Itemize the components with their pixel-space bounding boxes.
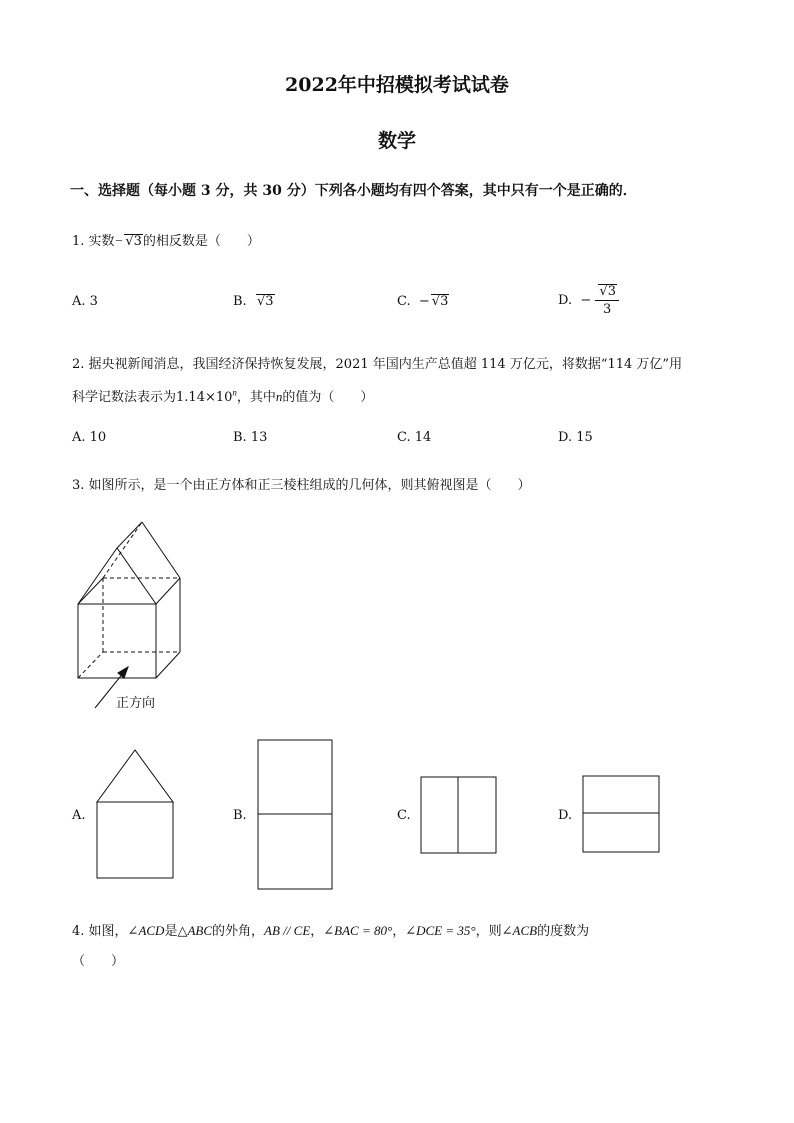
question-4-line-1 bbox=[72, 920, 589, 939]
q2-suffix: 的值为（ ） bbox=[282, 390, 374, 405]
q1-sign: − bbox=[114, 233, 124, 248]
q1-option-d-radicand: 3 bbox=[607, 284, 616, 299]
question-3: 3. 如图所示，是一个由正方体和正三棱柱组成的几何体，则其俯视图是（ ） bbox=[72, 478, 531, 493]
q1-option-b-radical: √3 bbox=[256, 294, 274, 309]
q2-option-a: A. 10 bbox=[72, 430, 107, 445]
question-4-line-2: （ ） bbox=[72, 954, 125, 969]
q4-angle-acb: ∠ACB bbox=[501, 923, 538, 938]
q1-radical: √3 bbox=[125, 234, 142, 249]
q4-part: ，则 bbox=[475, 924, 502, 939]
q4-part: 的外角， bbox=[212, 924, 265, 939]
q4-angle-dce: ∠DCE = 35° bbox=[405, 923, 476, 938]
q1-option-d-label: D. bbox=[558, 293, 573, 308]
q1-option-c-radical: √3 bbox=[431, 294, 449, 309]
q4-angle-acd: ∠ACD bbox=[127, 923, 165, 938]
q1-option-c-label: C. bbox=[397, 294, 411, 309]
q2-option-b: B. 13 bbox=[233, 430, 268, 445]
option-d-rect bbox=[583, 776, 659, 852]
q4-triangle-abc: △ABC bbox=[177, 923, 213, 938]
q2-variable: n bbox=[275, 389, 283, 404]
q1-radicand: 3 bbox=[133, 234, 142, 249]
q3-option-c: C. bbox=[397, 808, 411, 823]
q3-option-d: D. bbox=[558, 808, 573, 823]
exam-title: 2022年中招模拟考试试卷 bbox=[285, 74, 509, 96]
q2-mid: ，其中 bbox=[236, 390, 276, 405]
q4-part: 是 bbox=[164, 924, 178, 939]
q2-option-c: C. 14 bbox=[397, 430, 432, 445]
q4-part: ， bbox=[392, 924, 406, 939]
q2-option-d: D. 15 bbox=[558, 430, 593, 445]
q1-prefix: 1. 实数 bbox=[72, 234, 115, 249]
q2-prefix: 科学记数法表示为 bbox=[72, 390, 177, 405]
q1-option-a-value: 3 bbox=[89, 294, 98, 309]
q1-option-d-denominator: 3 bbox=[603, 302, 612, 317]
q2-mantissa: 1.14×10 bbox=[176, 390, 233, 405]
q3-option-b: B. bbox=[233, 808, 247, 823]
q1-option-d-sign: − bbox=[580, 293, 592, 308]
q1-option-a-label: A. bbox=[72, 294, 86, 309]
q4-part: 的度数为 bbox=[537, 924, 590, 939]
exam-subject: 数学 bbox=[377, 130, 416, 152]
q1-option-b-label: B. bbox=[233, 294, 247, 309]
question-2-line-1: 2. 据央视新闻消息，我国经济保持恢复发展，2021 年国内生产总值超 114 万亿元，将数据“114 万亿”用 bbox=[72, 357, 683, 372]
q1-option-d-numerator: √3 bbox=[599, 284, 616, 299]
q1-suffix: 的相反数是（ ） bbox=[142, 234, 260, 249]
section-heading: 一、选择题（每小题 3 分，共 30 分）下列各小题均有四个答案，其中只有一个是正确的． bbox=[70, 183, 637, 199]
q3-option-a: A. bbox=[72, 808, 86, 823]
q1-option-c-radicand: 3 bbox=[440, 294, 449, 309]
option-a-square bbox=[97, 802, 173, 878]
q4-angle-bac: ∠BAC = 80° bbox=[323, 923, 393, 938]
q1-option-b-radicand: 3 bbox=[265, 294, 274, 309]
direction-label: 正方向 bbox=[116, 696, 156, 711]
option-a-triangle bbox=[97, 750, 173, 802]
q4-parallel: AB // CE bbox=[264, 923, 311, 938]
q4-part: ， bbox=[310, 924, 324, 939]
q2-exponent: n bbox=[232, 387, 237, 398]
q1-option-c-sign: − bbox=[418, 294, 430, 309]
q4-part: 4. 如图， bbox=[72, 924, 128, 939]
